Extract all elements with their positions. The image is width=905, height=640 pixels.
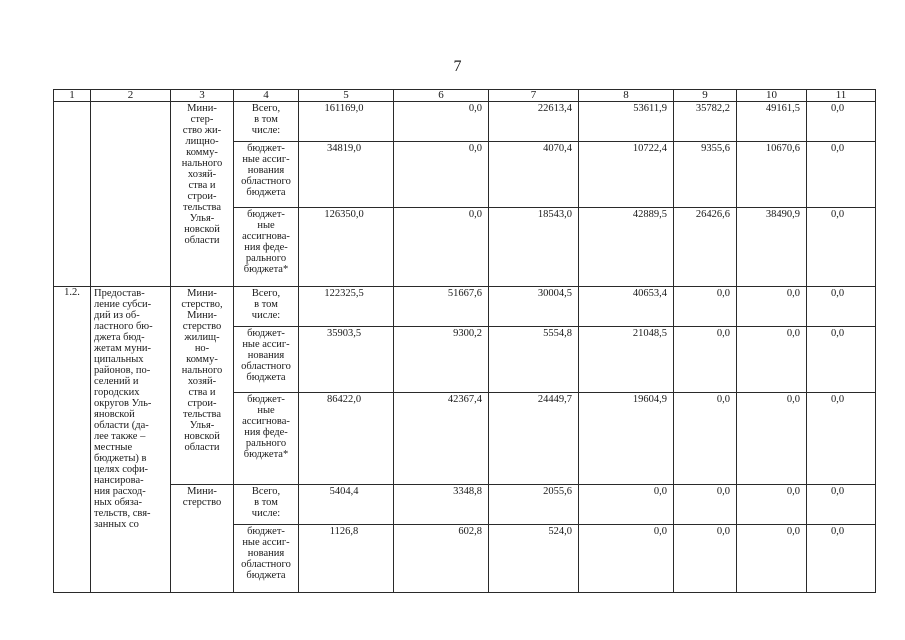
cell-value: 1126,8 xyxy=(299,525,394,593)
cell-value: 0,0 xyxy=(674,287,737,327)
cell-value: 0,0 xyxy=(807,287,876,327)
cell-value: 42889,5 xyxy=(579,208,674,287)
cell-number xyxy=(54,102,91,287)
cell-value: 0,0 xyxy=(737,327,807,393)
header-cell: 3 xyxy=(171,90,234,102)
table-row xyxy=(54,287,876,327)
header-cell: 11 xyxy=(807,90,876,102)
header-cell: 4 xyxy=(234,90,299,102)
cell-source: Всего, в том числе: xyxy=(234,102,299,142)
cell-value: 10722,4 xyxy=(579,142,674,208)
cell-value: 10670,6 xyxy=(737,142,807,208)
cell-value: 2055,6 xyxy=(489,485,579,525)
table-row xyxy=(54,485,876,525)
cell-value: 0,0 xyxy=(737,485,807,525)
cell-value: 19604,9 xyxy=(579,393,674,485)
cell-value: 0,0 xyxy=(807,525,876,593)
cell-value: 0,0 xyxy=(674,485,737,525)
cell-value: 40653,4 xyxy=(579,287,674,327)
cell-executor: Мини- стер- ство жи- лищно- комму- нального хозяй- ства и строи- тельства Улья- новской области xyxy=(171,102,234,287)
cell-source: бюджет- ные ассиг- нования областного бюджета xyxy=(234,327,299,393)
cell-value: 9300,2 xyxy=(394,327,489,393)
cell-description xyxy=(91,102,171,287)
cell-value: 0,0 xyxy=(807,102,876,142)
cell-value: 122325,5 xyxy=(299,287,394,327)
cell-value: 51667,6 xyxy=(394,287,489,327)
cell-value: 42367,4 xyxy=(394,393,489,485)
cell-source: бюджет- ные ассигнова- ния феде- рального бюджета* xyxy=(234,393,299,485)
cell-value: 161169,0 xyxy=(299,102,394,142)
cell-value: 0,0 xyxy=(807,327,876,393)
cell-value: 0,0 xyxy=(807,485,876,525)
cell-value: 0,0 xyxy=(807,393,876,485)
cell-value: 21048,5 xyxy=(579,327,674,393)
header-cell: 8 xyxy=(579,90,674,102)
cell-value: 18543,0 xyxy=(489,208,579,287)
cell-value: 0,0 xyxy=(394,208,489,287)
cell-value: 3348,8 xyxy=(394,485,489,525)
page-number: 7 xyxy=(453,58,462,75)
header-cell: 9 xyxy=(674,90,737,102)
cell-executor: Мини- стерство xyxy=(171,485,234,593)
header-cell: 5 xyxy=(299,90,394,102)
header-cell: 7 xyxy=(489,90,579,102)
cell-value: 22613,4 xyxy=(489,102,579,142)
cell-value: 0,0 xyxy=(674,393,737,485)
cell-value: 49161,5 xyxy=(737,102,807,142)
cell-value: 5554,8 xyxy=(489,327,579,393)
cell-value: 0,0 xyxy=(394,142,489,208)
cell-value: 34819,0 xyxy=(299,142,394,208)
cell-value: 0,0 xyxy=(807,208,876,287)
cell-value: 0,0 xyxy=(807,142,876,208)
budget-table xyxy=(53,89,875,595)
table xyxy=(53,89,876,593)
cell-value: 0,0 xyxy=(579,525,674,593)
cell-value: 86422,0 xyxy=(299,393,394,485)
cell-source: Всего, в том числе: xyxy=(234,485,299,525)
cell-value: 126350,0 xyxy=(299,208,394,287)
cell-value: 26426,6 xyxy=(674,208,737,287)
cell-executor: Мини- стерство, Мини- стерство жилищ- но- комму- нального хозяй- ства и строи- тельства Улья- новской области xyxy=(171,287,234,485)
cell-description: Предостав- ление субси- дий из об- ластного бю- джета бюд- жетам муни- ципальных районов, по- селений и городских округов Уль- яновской области (да- лее также – местные бюджеты) в целях софи- нансирова- ния расход- ных обяза- тельств, свя- занных со xyxy=(91,287,171,593)
cell-value: 0,0 xyxy=(674,327,737,393)
table-row xyxy=(54,102,876,142)
cell-value: 24449,7 xyxy=(489,393,579,485)
cell-value: 5404,4 xyxy=(299,485,394,525)
cell-value: 4070,4 xyxy=(489,142,579,208)
cell-source: бюджет- ные ассигнова- ния феде- рального бюджета* xyxy=(234,208,299,287)
cell-value: 0,0 xyxy=(394,102,489,142)
cell-value: 0,0 xyxy=(737,287,807,327)
cell-value: 0,0 xyxy=(674,525,737,593)
cell-value: 35782,2 xyxy=(674,102,737,142)
cell-value: 30004,5 xyxy=(489,287,579,327)
header-row xyxy=(54,90,876,102)
cell-value: 524,0 xyxy=(489,525,579,593)
cell-value: 38490,9 xyxy=(737,208,807,287)
cell-value: 53611,9 xyxy=(579,102,674,142)
cell-source: бюджет- ные ассиг- нования областного бюджета xyxy=(234,525,299,593)
header-cell: 2 xyxy=(91,90,171,102)
header-cell: 1 xyxy=(54,90,91,102)
cell-value: 0,0 xyxy=(737,525,807,593)
cell-value: 0,0 xyxy=(737,393,807,485)
cell-number: 1.2. xyxy=(54,287,91,593)
cell-value: 35903,5 xyxy=(299,327,394,393)
header-cell: 10 xyxy=(737,90,807,102)
cell-source: бюджет- ные ассиг- нования областного бюджета xyxy=(234,142,299,208)
cell-source: Всего, в том числе: xyxy=(234,287,299,327)
cell-value: 9355,6 xyxy=(674,142,737,208)
cell-value: 0,0 xyxy=(579,485,674,525)
header-cell: 6 xyxy=(394,90,489,102)
cell-value: 602,8 xyxy=(394,525,489,593)
